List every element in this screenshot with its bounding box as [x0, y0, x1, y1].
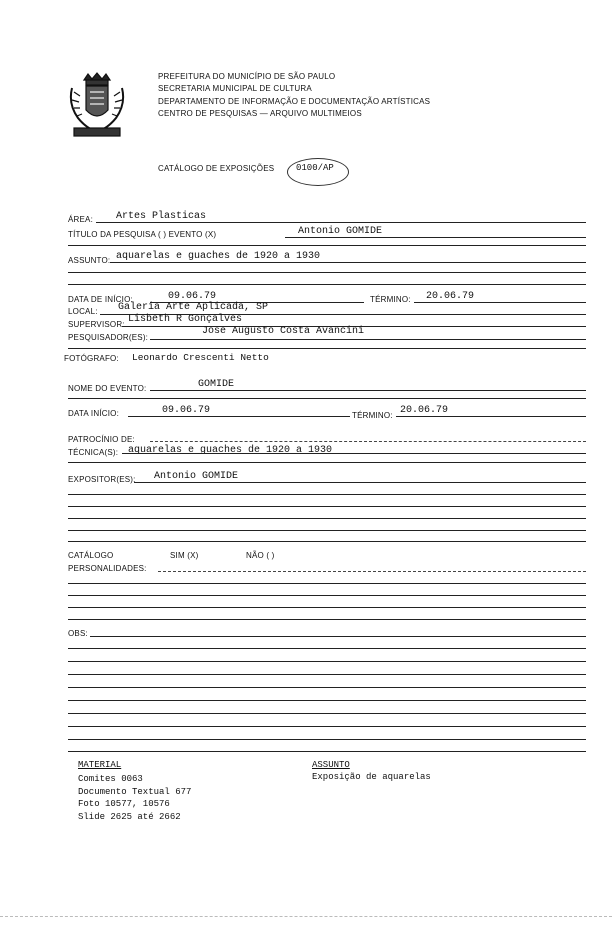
personalidades-extra-line-3 — [68, 607, 586, 608]
pesquisador-value: Jose Augusto Costa Avancini — [202, 326, 365, 337]
coat-of-arms-icon — [66, 70, 128, 140]
obs-label: OBS: — [68, 629, 88, 638]
obs-extra-line-3 — [68, 674, 586, 675]
material-heading: MATERIAL — [78, 760, 122, 770]
obs-extra-line-4 — [68, 687, 586, 688]
expositor-extra-line-5 — [68, 541, 586, 542]
header-prefeitura: PREFEITURA DO MUNICÍPIO DE SÃO PAULO — [158, 72, 336, 81]
obs-extra-line-2 — [68, 661, 586, 662]
catalog-label: CATÁLOGO DE EXPOSIÇÕES — [158, 164, 275, 173]
data-inicio2-value: 09.06.79 — [162, 405, 211, 416]
pesquisador-label: PESQUISADOR(ES): — [68, 333, 149, 342]
tecnica-line — [122, 453, 586, 454]
local-value: Galeria Arte Aplicada, SP — [118, 302, 269, 313]
obs-extra-line-5 — [68, 700, 586, 701]
catalog-code: 0100/AP — [296, 163, 334, 173]
personalidades-label: PERSONALIDADES: — [68, 564, 147, 573]
material-item: Documento Textual 677 — [78, 787, 192, 797]
termino-line — [414, 302, 586, 303]
titulo-value: Antonio GOMIDE — [298, 226, 383, 237]
obs-extra-line-1 — [68, 648, 586, 649]
nome-evento-value: GOMIDE — [198, 379, 235, 390]
termino2-line — [396, 416, 586, 417]
termino2-label: TÉRMINO: — [352, 411, 393, 420]
catalogo-nao: NÃO ( ) — [246, 551, 275, 560]
assunto-label: ASSUNTO: — [68, 256, 111, 265]
obs-extra-line-8 — [68, 739, 586, 740]
obs-extra-line-7 — [68, 726, 586, 727]
obs-extra-line-6 — [68, 713, 586, 714]
expositor-extra-line-2 — [68, 506, 586, 507]
tecnica-label: TÉCNICA(S): — [68, 448, 119, 457]
scan-edge — [0, 916, 612, 917]
patrocinio-line — [150, 441, 586, 442]
personalidades-extra-line-2 — [68, 595, 586, 596]
titulo-line — [285, 237, 586, 238]
header-centro: CENTRO DE PESQUISAS — ARQUIVO MULTIMEIOS — [158, 109, 362, 118]
local-label: LOCAL: — [68, 307, 98, 316]
tecnica-extra-line — [68, 462, 586, 463]
nome-evento-line — [150, 390, 586, 391]
expositor-line — [134, 482, 586, 483]
assunto-extra-line-1 — [68, 272, 586, 273]
data-inicio2-label: DATA INÍCIO: — [68, 409, 119, 418]
titulo-label: TÍTULO DA PESQUISA ( ) EVENTO (X) — [68, 230, 217, 239]
catalogo-sim: SIM (X) — [170, 551, 199, 560]
pesquisador-line — [150, 339, 586, 340]
area-line — [96, 222, 586, 223]
expositor-extra-line-1 — [68, 494, 586, 495]
header-secretaria: SECRETARIA MUNICIPAL DE CULTURA — [158, 84, 312, 93]
header-departamento: DEPARTAMENTO DE INFORMAÇÃO E DOCUMENTAÇÃO ARTÍSTICAS — [158, 97, 431, 106]
personalidades-extra-line-1 — [68, 583, 586, 584]
catalogo-label: CATÁLOGO — [68, 551, 114, 560]
data-inicio-value: 09.06.79 — [168, 291, 217, 302]
supervisor-value: Lisbeth R Gonçalves — [128, 314, 243, 325]
supervisor-label: SUPERVISOR: — [68, 320, 125, 329]
assunto-box-value: Exposição de aquarelas — [312, 772, 431, 782]
expositor-label: EXPOSITOR(ES): — [68, 475, 136, 484]
assunto-box-heading: ASSUNTO — [312, 760, 350, 770]
assunto-value: aquarelas e guaches de 1920 a 1930 — [116, 251, 321, 262]
tecnica-value: aquarelas e guaches de 1920 a 1930 — [128, 445, 333, 456]
expositor-extra-line-4 — [68, 530, 586, 531]
data-inicio-label: DATA DE INÍCIO: — [68, 295, 133, 304]
assunto-extra-line-2 — [68, 284, 586, 285]
nome-evento-extra-line — [68, 398, 586, 399]
area-label: ÁREA: — [68, 215, 94, 224]
termino2-value: 20.06.79 — [400, 405, 449, 416]
obs-line — [90, 636, 586, 637]
material-item: Comites 0063 — [78, 774, 143, 784]
assunto-line — [110, 262, 586, 263]
material-item: Foto 10577, 10576 — [78, 799, 170, 809]
titulo-extra-line — [68, 245, 586, 246]
obs-extra-line-9 — [68, 751, 586, 752]
data-inicio2-line — [128, 416, 350, 417]
patrocinio-label: PATROCÍNIO DE: — [68, 435, 135, 444]
nome-evento-label: NOME DO EVENTO: — [68, 384, 147, 393]
pesquisador-extra-line — [68, 348, 586, 349]
fotografo-label: FOTÓGRAFO: — [64, 354, 119, 363]
fotografo-value: Leonardo Crescenti Netto — [132, 352, 269, 363]
termino-value: 20.06.79 — [426, 291, 475, 302]
area-value: Artes Plasticas — [116, 211, 207, 222]
expositor-value: Antonio GOMIDE — [154, 471, 239, 482]
expositor-extra-line-3 — [68, 518, 586, 519]
personalidades-line — [158, 571, 586, 572]
personalidades-extra-line-4 — [68, 619, 586, 620]
termino-label: TÉRMINO: — [370, 295, 411, 304]
material-item: Slide 2625 até 2662 — [78, 812, 181, 822]
